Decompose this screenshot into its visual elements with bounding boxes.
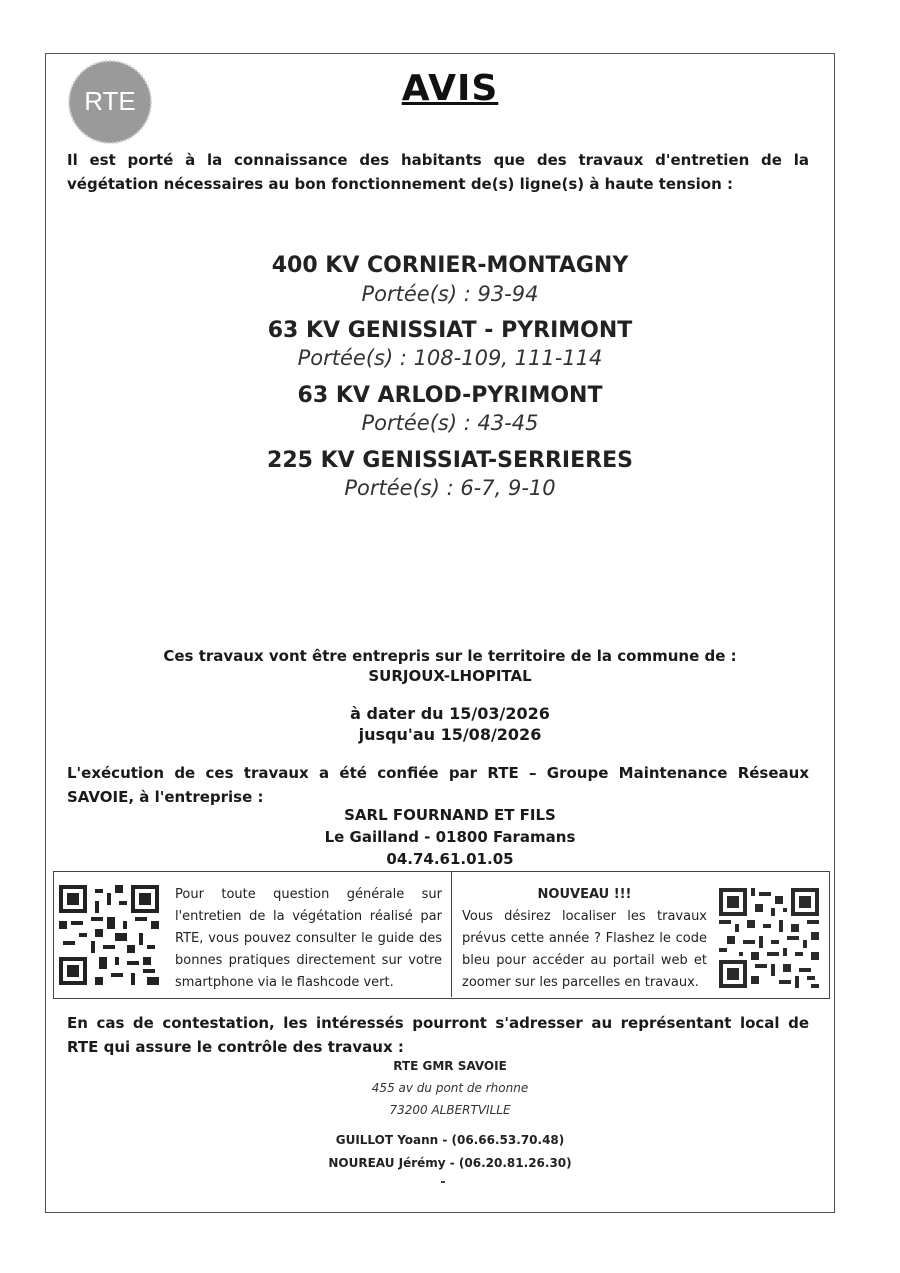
contact-person: NOUREAU Jérémy - (06.20.81.26.30): [328, 1156, 572, 1170]
contact-street: 455 av du pont de rhonne: [371, 1081, 529, 1095]
date-to: jusqu'au 15/08/2026: [358, 725, 542, 744]
line-spans: Portée(s) : 43-45: [361, 411, 539, 435]
footer-mark: [441, 1181, 445, 1183]
line-spans: Portée(s) : 108-109, 111-114: [297, 346, 603, 370]
blue-qr-code[interactable]: [719, 888, 819, 988]
commune-name: SURJOUX-LHOPITAL: [368, 667, 532, 685]
info-box-divider: [451, 871, 452, 997]
contestation-paragraph: En cas de contestation, les intéressés pourront s'adresser au représentant local de RTE qui assure le contrôle des travaux :: [67, 1014, 809, 1056]
commune-intro: Ces travaux vont être entrepris sur le territoire de la commune de :: [163, 647, 737, 665]
new-label: NOUVEAU !!!: [537, 887, 632, 902]
guide-text: Pour toute question générale sur l'entretien de la végétation réalisé par RTE, vous pouvez consulter le guide des bonnes pratiques directement sur votre smartphone via le flashcode vert.: [175, 887, 442, 990]
contact-org: RTE GMR SAVOIE: [393, 1059, 507, 1073]
contact-person: GUILLOT Yoann - (06.66.53.70.48): [335, 1133, 565, 1147]
green-qr-code[interactable]: [59, 885, 159, 985]
logo-text: RTE: [84, 86, 136, 116]
portal-text: Vous désirez localiser les travaux prévus cette année ? Flashez le code bleu pour accéder au portail web et zoomer sur les parcelles en travaux.: [462, 909, 707, 990]
line-name: 63 KV GENISSIAT - PYRIMONT: [267, 318, 633, 343]
line-name: 400 KV CORNIER-MONTAGNY: [271, 253, 629, 278]
page-title: AVIS: [401, 68, 499, 109]
date-from: à dater du 15/03/2026: [350, 704, 550, 723]
line-name: 63 KV ARLOD-PYRIMONT: [297, 383, 603, 408]
line-spans: Portée(s) : 93-94: [361, 282, 539, 306]
company-phone: 04.74.61.01.05: [386, 850, 514, 868]
intro-paragraph: Il est porté à la connaissance des habitants que des travaux d'entretien de la végétation nécessaires au bon fonctionnement de(s) ligne(s) à haute tension :: [67, 151, 809, 193]
company-name: SARL FOURNAND ET FILS: [344, 806, 556, 824]
contact-city: 73200 ALBERTVILLE: [389, 1103, 511, 1117]
execution-paragraph: L'exécution de ces travaux a été confiée par RTE – Groupe Maintenance Réseaux SAVOIE, à l'entreprise :: [67, 764, 809, 806]
line-spans: Portée(s) : 6-7, 9-10: [344, 476, 556, 500]
company-address: Le Gailland - 01800 Faramans: [324, 828, 576, 846]
line-name: 225 KV GENISSIAT-SERRIERES: [267, 448, 633, 473]
